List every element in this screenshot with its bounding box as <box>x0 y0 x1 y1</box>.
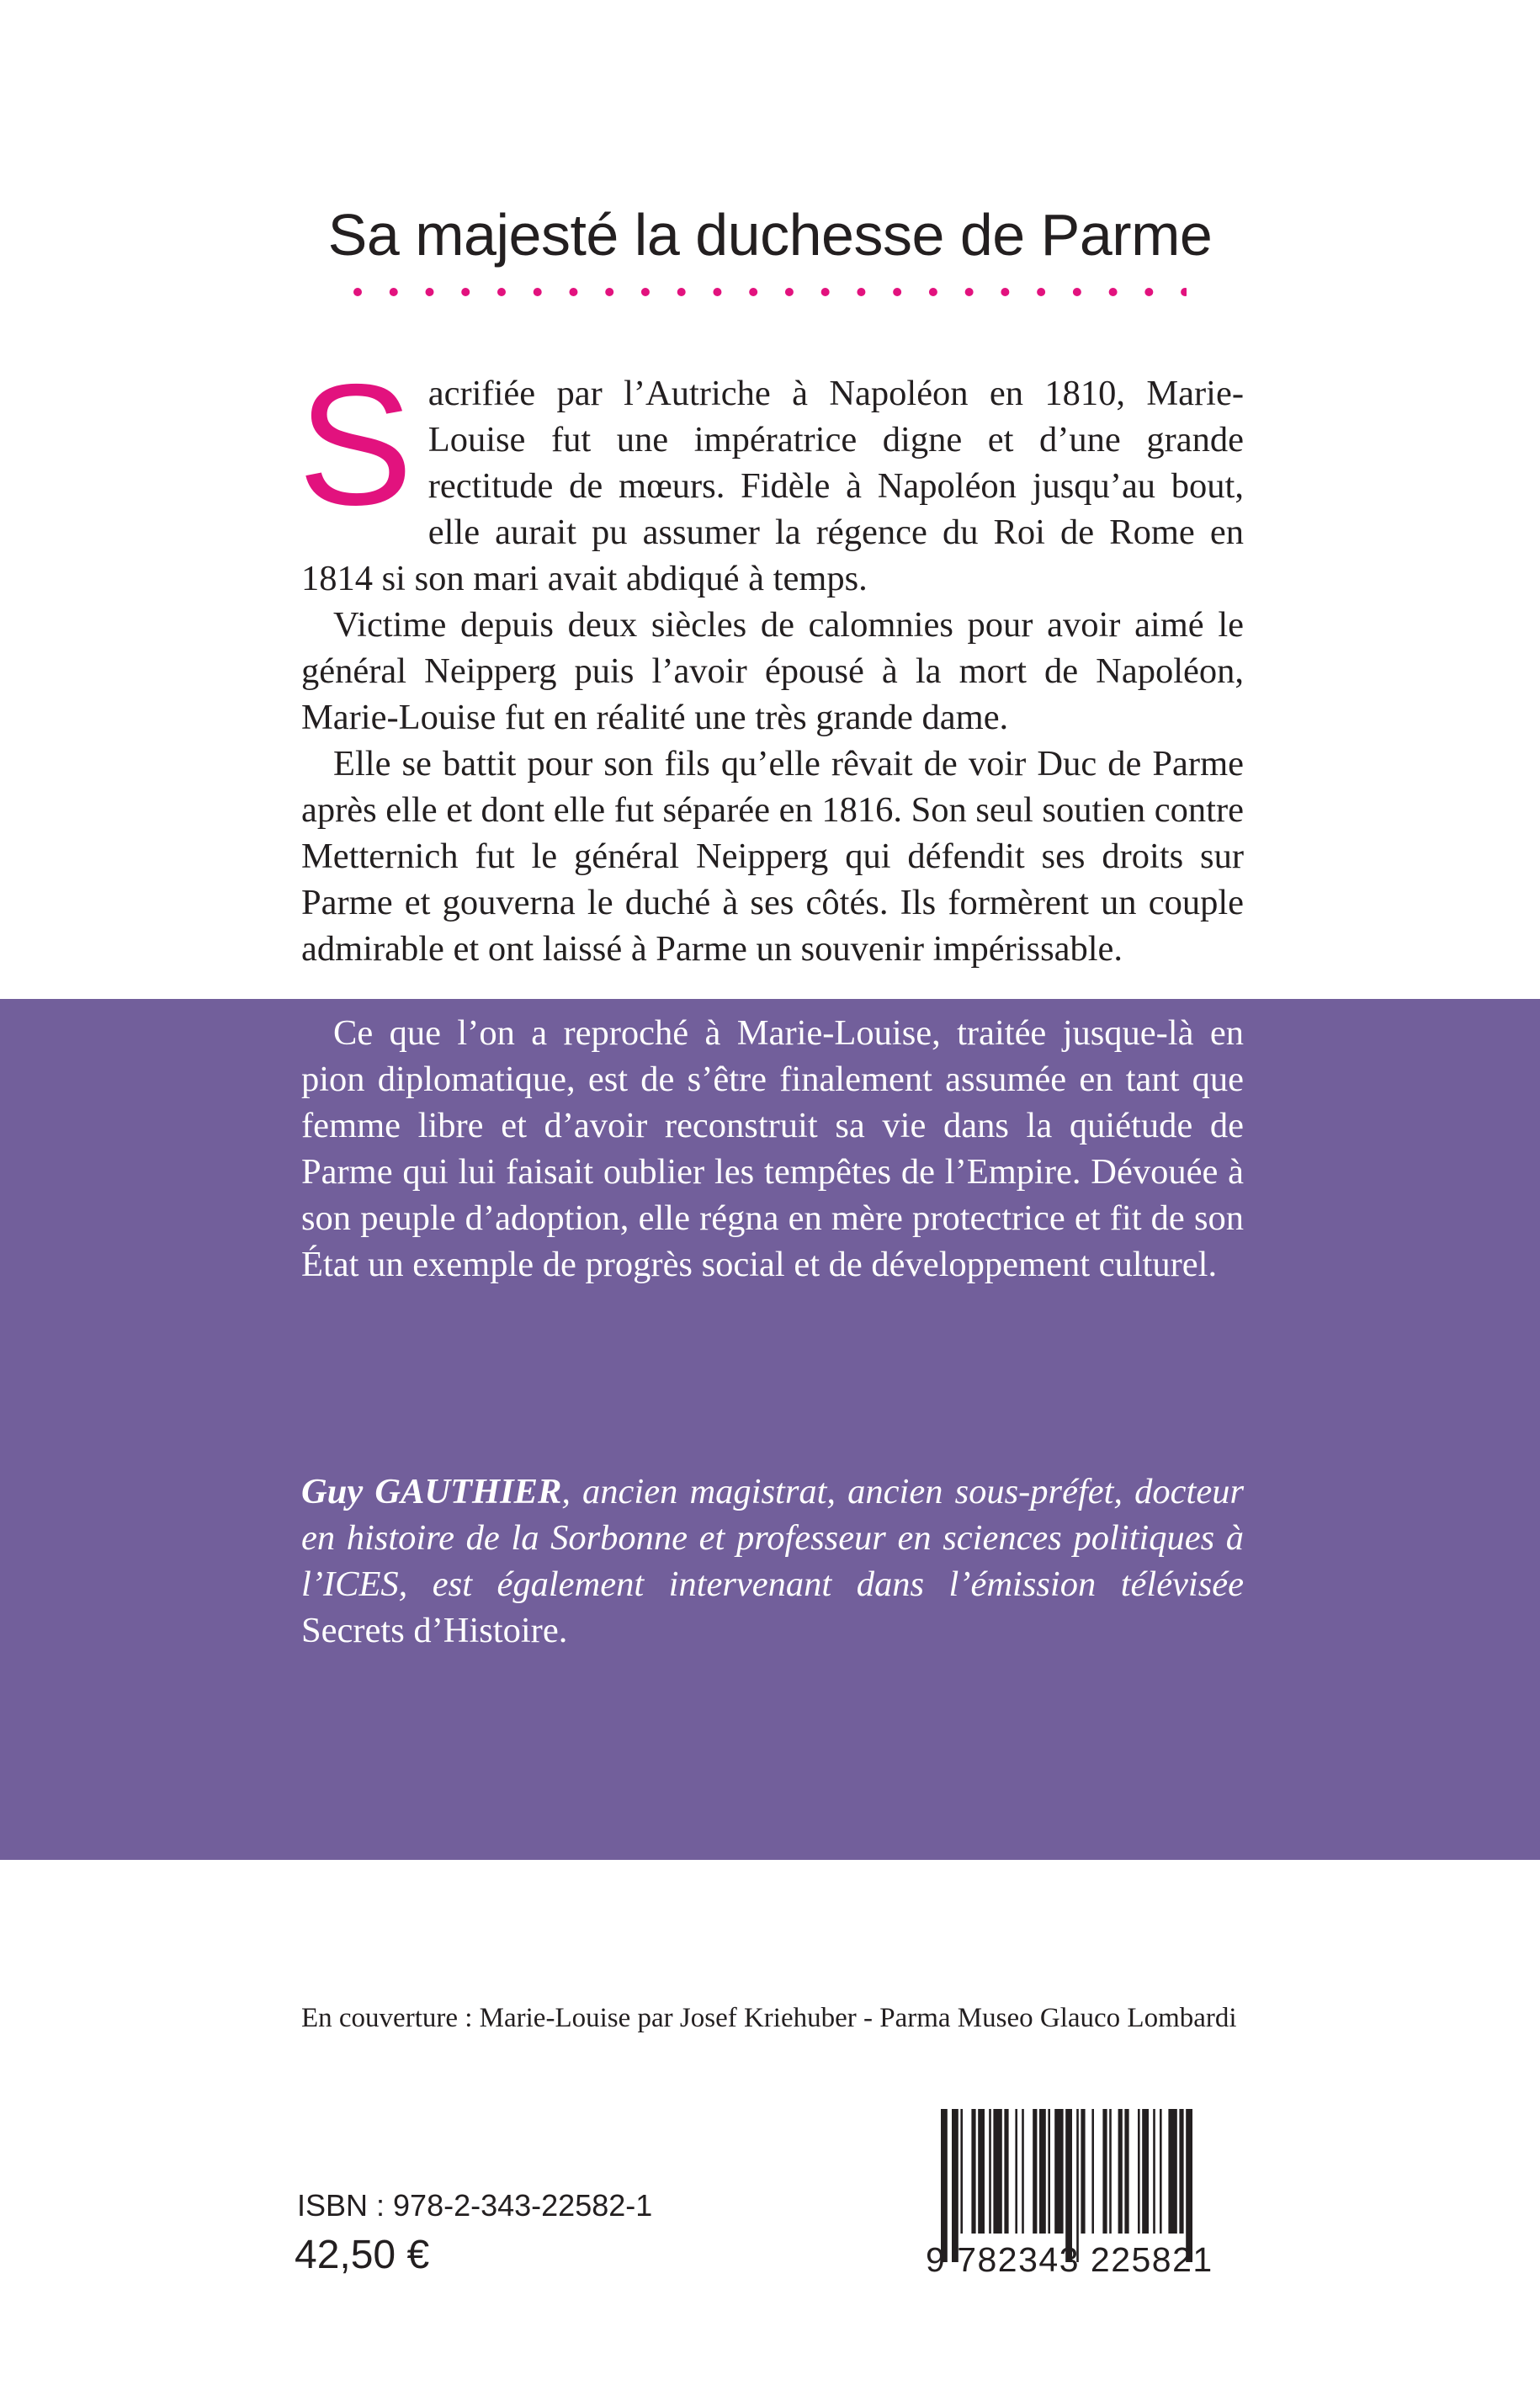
divider-dot <box>1109 288 1118 296</box>
divider-dot <box>497 288 506 296</box>
divider-dot <box>353 288 362 296</box>
barcode-bar <box>1102 2109 1107 2234</box>
divider-dot <box>785 288 794 296</box>
barcode-bar <box>1153 2109 1155 2234</box>
divider-dot <box>1037 288 1045 296</box>
barcode <box>926 2104 1229 2289</box>
barcode-bar <box>993 2109 1001 2234</box>
divider-dot <box>1181 288 1187 296</box>
isbn: ISBN : 978-2-343-22582-1 <box>297 2188 653 2223</box>
divider-dot <box>857 288 865 296</box>
divider-dot <box>461 288 470 296</box>
paragraph-intro <box>298 348 1244 741</box>
barcode-bar <box>1186 2109 1192 2262</box>
barcode-bar <box>1076 2109 1079 2262</box>
barcode-bar <box>1022 2109 1024 2234</box>
drop-cap: S <box>298 348 413 541</box>
book-title: Sa majesté la duchesse de Parme <box>327 201 1213 268</box>
divider-dot <box>390 288 398 296</box>
author-bio-text: , ancien magistrat, ancien sous-préfet, docteur en histoire de la Sorbonne et professeur en sciences politiques à l’ICES, est également intervenant dans l’émission télévisée <box>301 1472 1245 1604</box>
tv-show-title: Secrets d’Histoire <box>301 1611 559 1650</box>
divider-dot <box>929 288 937 296</box>
barcode-bar <box>1179 2109 1183 2234</box>
barcode-bar <box>1118 2109 1123 2234</box>
divider-dot <box>1144 288 1153 296</box>
barcode-bar <box>1168 2109 1176 2234</box>
barcode-bar <box>1124 2109 1128 2234</box>
price: 42,50 € <box>295 2233 430 2277</box>
barcode-bars <box>941 2109 1229 2262</box>
barcode-bar <box>1091 2109 1094 2234</box>
barcode-bar <box>1048 2109 1050 2234</box>
barcode-bar <box>1142 2109 1149 2234</box>
author-bio-end: . <box>558 1611 568 1650</box>
paragraph-intro-text: acrifiée par l’Autriche à Napoléon en 1810, Marie-Louise fut une impératrice digne et d’une grande rectitude de mœurs. Fidèle à Napoléon jusqu’au bout, elle aurait pu assumer la régence du Roi de Rome en 1814 si son mari avait abdiqué à temps. <box>301 374 1244 598</box>
divider-dot <box>605 288 613 296</box>
barcode-bar <box>1015 2109 1017 2234</box>
barcode-bar <box>971 2109 975 2234</box>
cover-credit: En couverture : Marie-Louise par Josef Kriehuber - Parma Museo Glauco Lombardi <box>301 2003 1237 2033</box>
barcode-bar <box>1033 2109 1037 2234</box>
divider-dot <box>425 288 433 296</box>
barcode-bar <box>1081 2109 1085 2234</box>
barcode-bar <box>1109 2109 1112 2234</box>
barcode-bar <box>1065 2109 1072 2262</box>
barcode-bar <box>989 2109 991 2234</box>
barcode-bar <box>978 2109 985 2234</box>
divider-dot <box>749 288 757 296</box>
paragraph-son-text: Elle se battit pour son fils qu’elle rêvait de voir Duc de Parme après elle et dont elle fut séparée en 1816. Son seul soutien contre Metternich fut le général Neipperg qui défendit ses droits sur Parme et gouverna le duché à ses côtés. Ils formèrent un couple admirable et ont laissé à Parme un souvenir impérissable. <box>301 744 1244 969</box>
author-bio <box>301 1469 1244 1654</box>
divider-dot <box>534 288 542 296</box>
divider-dot <box>893 288 901 296</box>
barcode-bar <box>1138 2109 1140 2234</box>
divider-dot <box>821 288 830 296</box>
barcode-bar <box>1160 2109 1162 2234</box>
barcode-bar <box>960 2109 963 2234</box>
divider-dot <box>641 288 650 296</box>
dotted-divider <box>353 286 1187 298</box>
divider-dot <box>1073 288 1081 296</box>
barcode-digits: 9 782343 225821 <box>926 2240 1213 2279</box>
divider-dot <box>1001 288 1009 296</box>
divider-dot <box>965 288 974 296</box>
paragraph-reproach <box>301 1010 1244 1288</box>
divider-dot <box>569 288 577 296</box>
divider-dot <box>713 288 721 296</box>
barcode-bar <box>1039 2109 1046 2234</box>
paragraph-son <box>301 741 1244 972</box>
paragraph-reproach-text: Ce que l’on a reproché à Marie-Louise, traitée jusque-là en pion diplomatique, est de s’être finalement assumée en tant que femme libre et d’avoir reconstruit sa vie dans la quiétude de Parme qui lui faisait oublier les tempêtes de l’Empire. Dévouée à son peuple d’adoption, elle régna en mère protectrice et fit de son État un exemple de progrès social et de développement culturel. <box>301 1013 1244 1284</box>
paragraph-intro-continuation: Victime depuis deux siècles de calomnies pour avoir aimé le général Neipperg puis l’avoir épousé à la mort de Napoléon, Marie-Louise fut en réalité une très grande dame. <box>301 605 1244 737</box>
barcode-bar <box>1004 2109 1008 2234</box>
divider-dot <box>677 288 686 296</box>
barcode-bar <box>1054 2109 1063 2234</box>
barcode-bar <box>941 2109 948 2262</box>
barcode-bar <box>952 2109 959 2262</box>
author-name: Guy GAUTHIER <box>301 1472 562 1511</box>
